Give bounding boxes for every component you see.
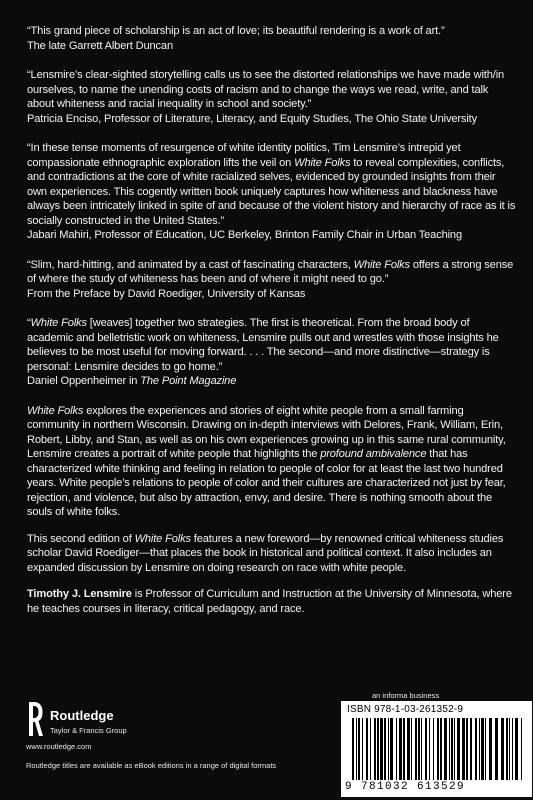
endorsement-quote — [27, 68, 517, 126]
author-bio-text: is Professor of Curriculum and Instruction at the University of Minnesota, where he teaches courses in literacy, critical pedagogy, and race. — [27, 588, 512, 615]
endorsement-quote — [27, 24, 517, 53]
author-name: Timothy J. Lensmire — [27, 588, 132, 600]
description-paragraph: This second edition of White Folks features a new foreword—by renowned critical whiteness studies scholar David Roediger—that places the book in historical and political context. It also includes an expanded discussion by Lensmire on doing research on race with white people. — [27, 532, 504, 574]
quote-attribution: Jabari Mahiri, Professor of Education, UC Berkeley, Brinton Family Chair in Urban Teaching — [27, 229, 462, 241]
barcode-digits: 9 781032 613529 — [345, 781, 466, 793]
publisher-name: Routledge — [50, 708, 114, 723]
quote-text: “Lensmire’s clear-sighted storytelling calls us to see the distorted relationships we have made with/in ourselves, to name the unending costs of racism and to change the ways we read, write, and talk about whiteness and racial inequality in school and society.” — [27, 69, 505, 110]
cover-footer — [26, 691, 506, 793]
publisher-website: www.routledge.com — [26, 742, 92, 751]
publisher-subtitle: Taylor & Francis Group — [50, 726, 127, 735]
description-paragraph: White Folks explores the experiences and stories of eight white people from a small farming community in northern Wisconsin. Drawing on in-depth interviews with Delores, Frank, William, Erin, Robert, Libby, and Stan, as well as on his own experiences growing up in this same rural community, Lensmire creates a portrait of white people that highlights the profound ambivalence that has characterized white thinking and feeling in relation to people of color for at least the last two hundred years. White people’s relations to people of color and their cultures are characterized not just by fear, rejection, and violence, but also by attraction, envy, and desire. There is nothing smooth about the souls of white folks. — [27, 404, 506, 518]
quote-attribution: Patricia Enciso, Professor of Literature, Literacy, and Equity Studies, The Ohio State University — [27, 112, 477, 125]
isbn-label: ISBN 978-1-03-261352-9 — [347, 704, 464, 715]
endorsement-quote — [27, 258, 517, 302]
quote-text: “In these tense moments of resurgence of white identity politics, Tim Lensmire’s intrepid yet compassionate ethnographic exploration lifts the veil on White Folks to reveal complexities, conflicts, and contradictions at the core of white racialized selves, evidenced by grounded insights from their own experiences. This cogently written book uniquely captures how whiteness and blackness have always been intricately linked in spite of and because of the violent history and hierarchy of race as it is socially constructed in the United States.” — [27, 142, 516, 227]
isbn-panel — [341, 701, 532, 797]
book-description — [27, 404, 517, 576]
endorsement-quote — [27, 141, 517, 243]
quote-attribution: The late Garrett Albert Duncan — [27, 39, 173, 52]
informa-tagline: an informa business — [372, 691, 440, 700]
quote-attribution: From the Preface by David Roediger, University of Kansas — [27, 287, 306, 300]
barcode-icon — [349, 718, 527, 780]
quote-text: “White Folks [weaves] together two strategies. The first is theoretical. From the broad body of academic and belletristic work on whiteness, Lensmire pulls out and wrestles with those insights he believes to be most useful for moving forward. . . . The second—and more distinctive—strategy is personal: Lensmire decides to go home.” — [27, 317, 499, 373]
author-bio — [27, 587, 517, 616]
routledge-logo-icon — [26, 700, 44, 738]
quote-text: “This grand piece of scholarship is an act of love; its beautiful rendering is a work of art.” — [27, 25, 445, 37]
quote-text: “Slim, hard-hitting, and animated by a cast of fascinating characters, White Folks offers a strong sense of where the study of whiteness has been and of where it might need to go.” — [27, 258, 514, 285]
endorsement-quote — [27, 316, 517, 389]
endorsements — [27, 24, 517, 389]
quote-attribution: Daniel Oppenheimer in The Point Magazine — [27, 375, 237, 387]
publisher-logo — [26, 700, 156, 740]
back-cover-text — [27, 24, 517, 616]
ebook-note: Routledge titles are available as eBook editions in a range of digital formats — [26, 761, 277, 770]
